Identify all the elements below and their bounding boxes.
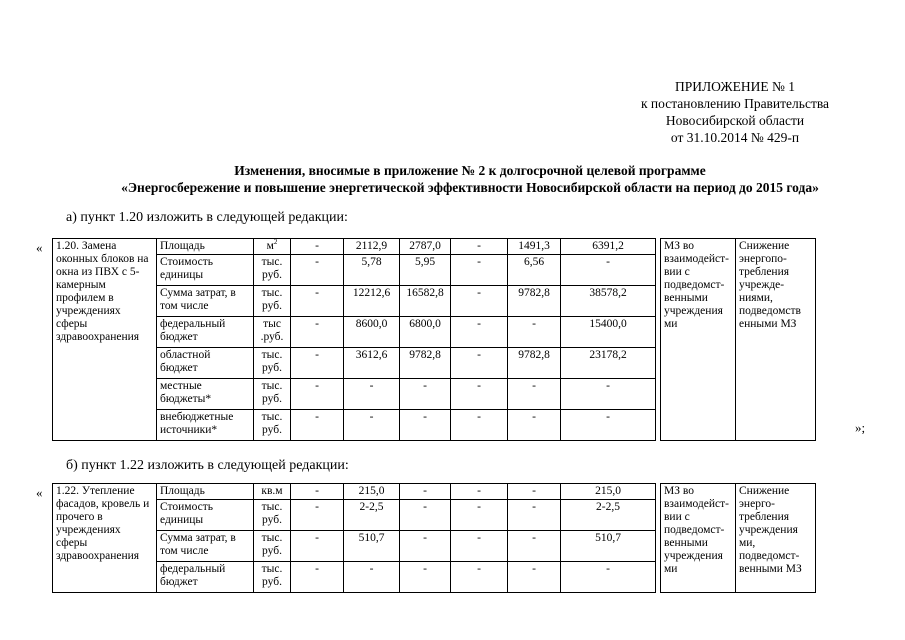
- measure-name: 1.20. Замена оконных блоков на окна из ПВХ с 5-камерным профилем в учреждениях сферы здравоохранения: [53, 239, 157, 441]
- row-item: областной бюджет: [157, 348, 254, 379]
- row-value: -: [451, 348, 508, 379]
- row-value: -: [451, 562, 508, 593]
- program-table-b: [52, 483, 816, 593]
- appendix-header: [570, 78, 900, 146]
- row-value: -: [291, 317, 344, 348]
- row-unit: тыс. руб.: [254, 286, 291, 317]
- row-value: 9782,8: [508, 348, 561, 379]
- appendix-line-4: от 31.10.2014 № 429-п: [670, 130, 800, 145]
- row-unit: тыс. руб.: [254, 255, 291, 286]
- appendix-line-1: ПРИЛОЖЕНИЕ № 1: [674, 79, 796, 94]
- row-value: 2-2,5: [561, 500, 656, 531]
- row-unit: тыс. руб.: [254, 348, 291, 379]
- row-unit: тыс. руб.: [254, 562, 291, 593]
- row-item: Сумма затрат, в том числе: [157, 286, 254, 317]
- section-b-open-quote: «: [36, 485, 43, 500]
- appendix-line-2: к постановлению Правительства: [640, 96, 830, 111]
- row-unit: $м^2$: [254, 239, 291, 255]
- row-value: -: [508, 317, 561, 348]
- row-value: -: [344, 562, 400, 593]
- row-value: -: [291, 531, 344, 562]
- row-value: -: [561, 255, 656, 286]
- program-table-a: [52, 238, 816, 441]
- row-value: 215,0: [561, 484, 656, 500]
- heading-line-1: Изменения, вносимые в приложение № 2 к долгосрочной целевой программе: [234, 163, 706, 178]
- row-value: -: [508, 484, 561, 500]
- row-value: -: [400, 500, 451, 531]
- row-value: -: [291, 410, 344, 441]
- row-value: 9782,8: [508, 286, 561, 317]
- row-value: -: [451, 317, 508, 348]
- row-value: 6391,2: [561, 239, 656, 255]
- table-row: [53, 239, 816, 255]
- section-a-open-quote: «: [36, 240, 43, 255]
- row-value: 3612,6: [344, 348, 400, 379]
- row-item: Сумма затрат, в том числе: [157, 531, 254, 562]
- row-value: -: [508, 562, 561, 593]
- executor: МЗ во взаимодейст-вии с подведомст-венными учреждения ми: [661, 484, 736, 593]
- expected-result: Снижение энерго-требления учреждения ми, подведомст-венными МЗ: [736, 484, 816, 593]
- row-value: 5,95: [400, 255, 451, 286]
- row-value: -: [400, 484, 451, 500]
- row-value: -: [451, 531, 508, 562]
- row-value: 23178,2: [561, 348, 656, 379]
- row-value: -: [451, 484, 508, 500]
- row-value: -: [344, 379, 400, 410]
- row-value: -: [291, 286, 344, 317]
- row-value: -: [344, 410, 400, 441]
- executor: МЗ во взаимодейст-вии с подведомст-венными учреждения ми: [661, 239, 736, 441]
- row-value: -: [400, 379, 451, 410]
- row-value: 2787,0: [400, 239, 451, 255]
- row-value: -: [451, 379, 508, 410]
- row-value: 5,78: [344, 255, 400, 286]
- row-value: -: [291, 255, 344, 286]
- row-value: -: [561, 562, 656, 593]
- row-item: Площадь: [157, 484, 254, 500]
- table-row: [53, 484, 816, 500]
- row-item: федеральный бюджет: [157, 317, 254, 348]
- row-value: -: [291, 379, 344, 410]
- document-heading: [40, 162, 900, 196]
- row-value: -: [291, 239, 344, 255]
- row-value: -: [561, 410, 656, 441]
- row-unit: тыс. руб.: [254, 379, 291, 410]
- row-value: 510,7: [344, 531, 400, 562]
- row-item: местные бюджеты*: [157, 379, 254, 410]
- row-unit: кв.м: [254, 484, 291, 500]
- row-value: 510,7: [561, 531, 656, 562]
- row-value: -: [451, 255, 508, 286]
- row-item: внебюджетные источники*: [157, 410, 254, 441]
- row-value: 2112,9: [344, 239, 400, 255]
- row-value: -: [508, 379, 561, 410]
- row-value: -: [291, 500, 344, 531]
- row-value: 9782,8: [400, 348, 451, 379]
- row-value: -: [508, 500, 561, 531]
- measure-name: 1.22. Утепление фасадов, кровель и прочего в учреждениях сферы здравоохранения: [53, 484, 157, 593]
- row-value: 16582,8: [400, 286, 451, 317]
- row-value: 215,0: [344, 484, 400, 500]
- row-value: -: [291, 484, 344, 500]
- appendix-line-3: Новосибирской области: [665, 113, 805, 128]
- section-b-text: б) пункт 1.22 изложить в следующей редакции:: [66, 458, 349, 473]
- row-value: -: [451, 500, 508, 531]
- row-item: Стоимость единицы: [157, 255, 254, 286]
- row-unit: тыс. руб.: [254, 410, 291, 441]
- section-a-close-mark: »;: [855, 420, 866, 435]
- row-value: 12212,6: [344, 286, 400, 317]
- row-value: -: [508, 531, 561, 562]
- row-value: -: [400, 562, 451, 593]
- row-value: -: [291, 562, 344, 593]
- row-value: 2-2,5: [344, 500, 400, 531]
- row-value: 6,56: [508, 255, 561, 286]
- row-item: Стоимость единицы: [157, 500, 254, 531]
- row-value: -: [400, 531, 451, 562]
- row-item: федеральный бюджет: [157, 562, 254, 593]
- section-a-text: а) пункт 1.20 изложить в следующей редакции:: [66, 210, 348, 225]
- row-value: 6800,0: [400, 317, 451, 348]
- heading-line-2: «Энергосбережение и повышение энергетической эффективности Новосибирской области на период до 2015 года»: [121, 180, 819, 195]
- row-value: 15400,0: [561, 317, 656, 348]
- row-item: Площадь: [157, 239, 254, 255]
- row-unit: тыс. руб.: [254, 531, 291, 562]
- row-value: -: [451, 410, 508, 441]
- row-value: 1491,3: [508, 239, 561, 255]
- row-value: 8600,0: [344, 317, 400, 348]
- row-value: -: [291, 348, 344, 379]
- row-value: -: [451, 286, 508, 317]
- row-unit: тыс .руб.: [254, 317, 291, 348]
- row-value: -: [451, 239, 508, 255]
- row-value: -: [400, 410, 451, 441]
- expected-result: Снижение энергопо-требления учрежде-ниями, подведомств енными МЗ: [736, 239, 816, 441]
- row-value: 38578,2: [561, 286, 656, 317]
- row-unit: тыс. руб.: [254, 500, 291, 531]
- row-value: -: [561, 379, 656, 410]
- row-value: -: [508, 410, 561, 441]
